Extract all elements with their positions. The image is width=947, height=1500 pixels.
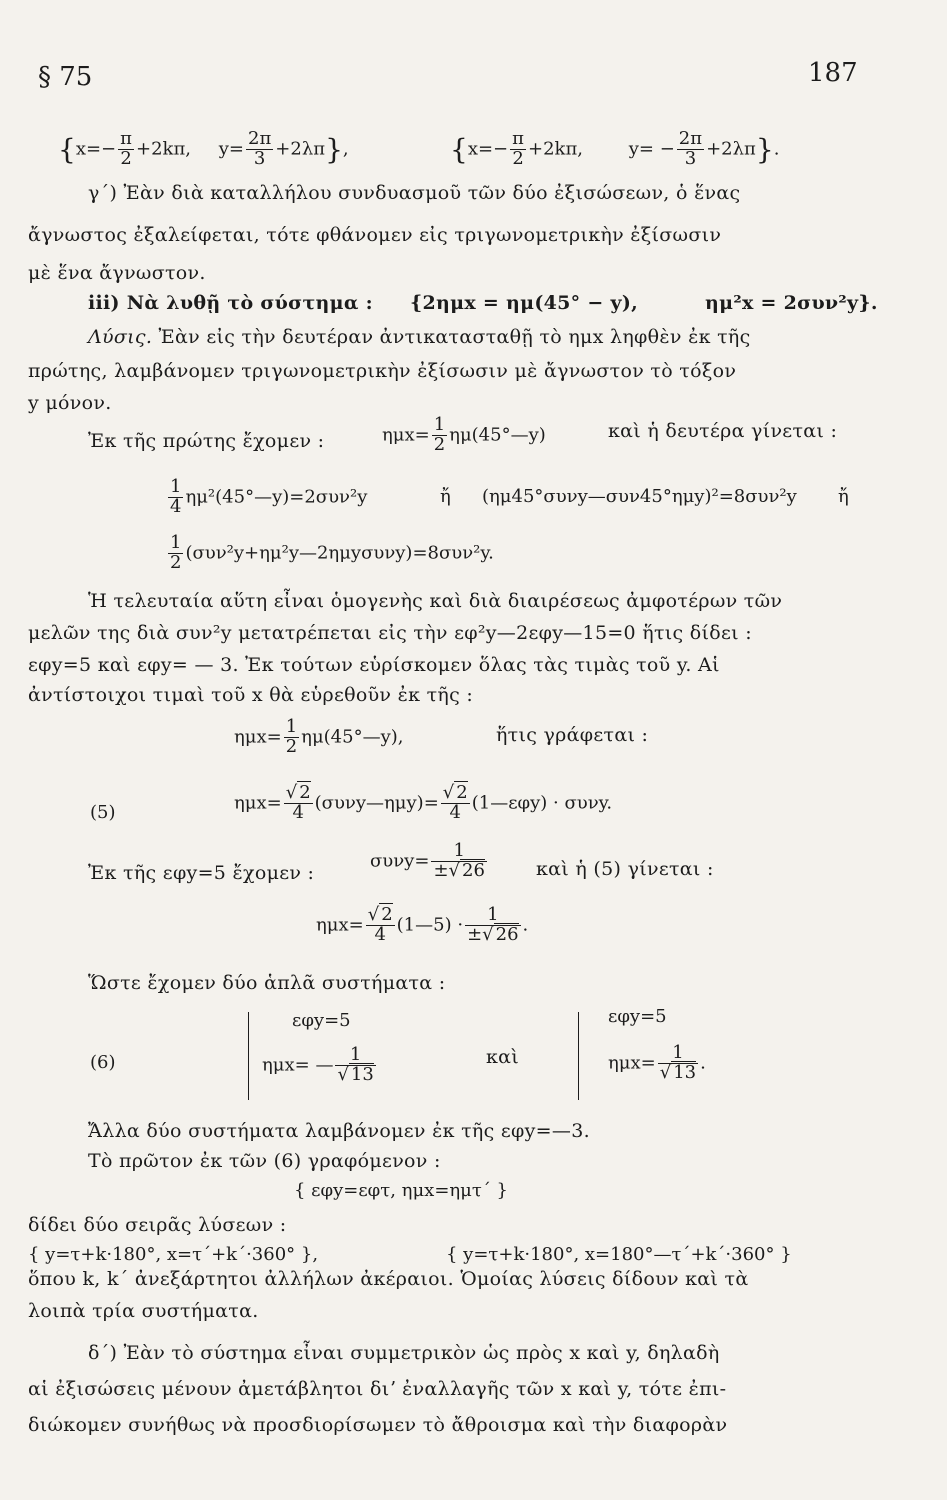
hmx2-eq: ημx= √ $\frac{2}{4}$ (1—5) · $\frac{1}{\pm√ 26}$ . <box>316 906 528 945</box>
simple-systems-lead: Ὥστε ἔχομεν δύο ἁπλᾶ συστήματα : <box>88 972 446 994</box>
other-line-4: ὅπου k, k΄ ἀνεξάρτητοι ἀλλήλων ἀκέραιοι. Ὁμοίας λύσεις δίδουν καὶ τὰ <box>28 1268 749 1290</box>
first-eq-formula: ημx= $\frac{1}{2}$ ημ(45°—y) <box>382 414 546 455</box>
solution-label: Λύσις. <box>88 326 153 348</box>
system-1-brace <box>248 1012 258 1100</box>
cos-eq-formula: συνy= $\frac{1}{\pm√ 26}$ <box>370 842 489 881</box>
hmx-eq-tail: ἥτις γράφεται : <box>496 724 649 746</box>
para-gamma-line-2: ἄγνωστος ἐξαλείφεται, τότε φθάνομεν εἰς τριγωνομετρικὴν ἐξίσωσιν <box>28 224 722 246</box>
para-last-line-3: εφy=5 καὶ εφy= — 3. Ἐκ τούτων εὑρίσκομεν ὅλας τὰς τιμὰς τοῦ y. Αἱ <box>28 654 720 676</box>
other-solution-1: { y=τ+k·180°, x=τ΄+k΄·360° }, <box>28 1244 319 1265</box>
equation-solutions-1: {x=− $\frac{\pi}{2}$ +2kπ, y= $\frac{2\pi}{3}$ +2λπ}, <box>58 128 349 169</box>
other-line-1: Ἄλλα δύο συστήματα λαμβάνομεν ἐκ τῆς εφy=—3. <box>88 1120 590 1142</box>
problem-iii-eq-b: ημ²x = 2συν²y}. <box>705 292 878 314</box>
other-solution-2: { y=τ+k·180°, x=180°—τ΄+k΄·360° } <box>446 1244 792 1265</box>
first-eq-tail: καὶ ἡ δευτέρα γίνεται : <box>608 420 838 442</box>
quarter-eq-or: ἤ <box>440 486 451 507</box>
problem-iii-eq-a: {2ημx = ημ(45° − y), <box>410 292 639 314</box>
other-system: { εφy=εφτ, ημx=ημτ΄ } <box>294 1180 509 1201</box>
cos-eq-lead: Ἐκ τῆς εφy=5 ἔχομεν : <box>88 862 315 884</box>
page-number: 187 <box>808 58 858 88</box>
other-line-5: λοιπὰ τρία συστήματα. <box>28 1300 259 1322</box>
quarter-eq-alt: (ημ45°συνy—συν45°ημy)²=8συν²y <box>482 486 797 507</box>
para-delta-line-1: δ΄) Ἐὰν τὸ σύστημα εἶναι συμμετρικὸν ὡς πρὸς x καὶ y, δηλαδὴ <box>88 1342 720 1364</box>
para-last-line-1: Ἡ τελευταία αὕτη εἶναι ὁμογενὴς καὶ διὰ διαιρέσεως ἀμφοτέρων τῶν <box>88 590 783 612</box>
system-1-line-2: ημx= — 1 √ 13 <box>262 1046 378 1085</box>
para-last-line-2: μελῶν της διὰ συν²y μετατρέπεται εἰς τὴν εφ²y—2εφy—15=0 ἥτις δίδει : <box>28 622 752 644</box>
other-line-2: Τὸ πρῶτον ἐκ τῶν (6) γραφόμενον : <box>88 1150 441 1172</box>
equation-solutions-2: {x=− $\frac{\pi}{2}$ +2kπ, y= − $\frac{2\pi}{3}$ +2λπ}. <box>450 128 780 169</box>
quarter-eq: $\frac{1}{4}$ ημ²(45°—y)=2συν²y <box>170 476 368 517</box>
para-delta-line-2: αἱ ἐξισώσεις μένουν ἀμετάβλητοι διʼ ἐναλλαγῆς τῶν x καὶ y, τότε ἐπι- <box>28 1378 727 1400</box>
solution-line-1: Λύσις. Ἐὰν εἰς τὴν δευτέραν ἀντικατασταθῇ τὸ ημx ληφθὲν ἐκ τῆς <box>88 326 751 348</box>
para-gamma-line-1: γ΄) Ἐὰν διὰ καταλλήλου συνδυασμοῦ τῶν δύο ἐξισώσεων, ὁ ἕνας <box>88 182 741 204</box>
first-eq-lead: Ἐκ τῆς πρώτης ἔχομεν : <box>88 430 325 452</box>
half-eq: $\frac{1}{2}$ (συν²y+ημ²y—2ημyσυνy)=8συν²y. <box>170 532 494 573</box>
para-last-line-4: ἀντίστοιχοι τιμαὶ τοῦ x θὰ εὑρεθοῦν ἐκ τῆς : <box>28 684 474 706</box>
system-1-line-1: εφy=5 <box>292 1010 351 1031</box>
quarter-eq-or-2: ἤ <box>838 486 849 507</box>
para-gamma-line-3: μὲ ἕνα ἄγνωστον. <box>28 262 206 284</box>
eq5-formula: ημx= √ $\frac{2}{4}$ (συνy—ημy)= √ $\frac{2}{4}$ (1—εφy) · συνy. <box>234 784 612 823</box>
solution-line-2: πρώτης, λαμβάνομεν τριγωνομετρικὴν ἐξίσωσιν μὲ ἄγνωστον τὸ τόξον <box>28 360 737 382</box>
system-2-brace <box>578 1012 588 1100</box>
systems-and: καὶ <box>486 1046 520 1068</box>
hmx-eq: ημx= $\frac{1}{2}$ ημ(45°—y), <box>234 716 404 757</box>
system-2-line-1: εφy=5 <box>608 1006 667 1027</box>
system-6-label: (6) <box>90 1052 116 1073</box>
section-number: § 75 <box>38 62 93 92</box>
problem-iii-label: iii) Νὰ λυθῇ τὸ σύστημα : <box>88 292 373 314</box>
eq5-label: (5) <box>90 802 116 823</box>
cos-eq-tail: καὶ ἡ (5) γίνεται : <box>536 858 714 880</box>
para-delta-line-3: διώκομεν συνήθως νὰ προσδιορίσωμεν τὸ ἄθροισμα καὶ τὴν διαφορὰν <box>28 1414 728 1436</box>
system-2-line-2: ημx= 1 √ 13 . <box>608 1044 706 1083</box>
solution-line-3: y μόνον. <box>28 392 112 414</box>
other-line-3: δίδει δύο σειρᾶς λύσεων : <box>28 1214 287 1236</box>
